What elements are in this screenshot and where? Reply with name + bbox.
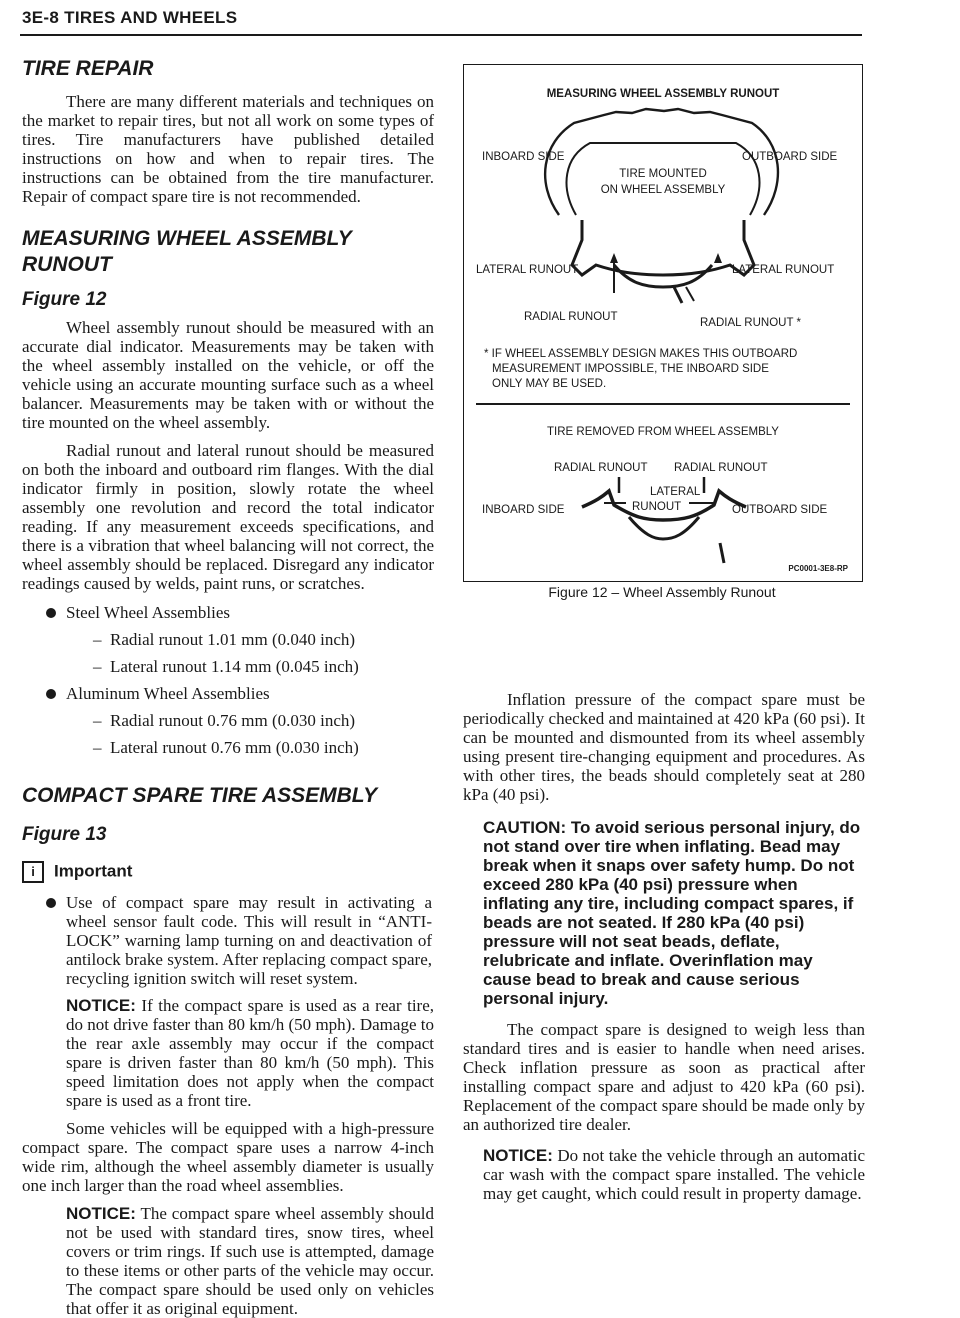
- runout-para-2: Radial runout and lateral runout should be measured on both the inboard and outboard rim flanges. With the dial indicator firmly in position, slowly rotate the wheel assembly one revolution and record the total indicator reading. If any measurement exceeds specifications, and there is a vibration that wheel balancing will not correct, the wheel assembly should be replaced. Disregard any indicator readings caused by welds, paint runs, or scratches.: [22, 441, 434, 593]
- bullet-dot: [46, 689, 56, 699]
- tire-repair-body: There are many different materials and techniques on the market to repair tires, but not all work on some types of tires. Tire manufacturers have published detailed instructions on how and when to repair tires. The instructions can be obtained from the tire manufacturer. Repair of compact spare tire is not recommended.: [22, 92, 434, 206]
- runout-label: RUNOUT: [632, 501, 682, 513]
- runout-figure-ref: Figure 12: [22, 289, 107, 310]
- important-label: i Important: [22, 861, 434, 883]
- radial-runout-left: RADIAL RUNOUT: [524, 311, 618, 323]
- tire-mounted-1: TIRE MOUNTED: [619, 168, 707, 180]
- high-pressure-para: Some vehicles will be equipped with a high-pressure compact spare. The compact spare uses a narrow 4-inch wide rim, although the wheel assembly diameter is usually one inch larger than the road wheel assemblies.: [22, 1119, 434, 1195]
- lateral-arrow-right: [714, 253, 722, 263]
- steel-radial: – Radial runout 1.01 mm (0.040 inch): [93, 630, 356, 649]
- note-line-2: MEASUREMENT IMPOSSIBLE, THE INBOARD SIDE: [492, 363, 769, 375]
- alu-radial: – Radial runout 0.76 mm (0.030 inch): [93, 711, 356, 730]
- bullet-dot: [46, 608, 56, 618]
- tire-repair-heading: TIRE REPAIR: [22, 57, 154, 80]
- lateral-runout-left: LATERAL RUNOUT: [476, 264, 579, 276]
- radial-runout-bottom-left: RADIAL RUNOUT: [554, 462, 648, 474]
- figure-caption: Figure 12 – Wheel Assembly Runout: [548, 584, 776, 600]
- figure-code: PC0001-3E8-RP: [788, 564, 848, 573]
- important-icon: i: [22, 861, 44, 883]
- radial-indicator-line: [686, 287, 694, 301]
- outboard-side-label-bottom: OUTBOARD SIDE: [732, 504, 828, 516]
- radial-runout-bottom-right: RADIAL RUNOUT: [674, 462, 768, 474]
- compact-heading: COMPACT SPARE TIRE ASSEMBLY: [22, 784, 378, 807]
- right-column: [463, 690, 865, 1203]
- outboard-side-label-top: OUTBOARD SIDE: [742, 151, 838, 163]
- compact-figure-ref: Figure 13: [22, 824, 107, 845]
- lateral-runout-right: LATERAL RUNOUT: [732, 264, 835, 276]
- aluminum-bullet: Aluminum Wheel Assemblies: [22, 684, 434, 703]
- notice-3: NOTICE: Do not take the vehicle through an automatic car wash with the compact spare installed. The vehicle may get caught, which could result in property damage.: [483, 1146, 866, 1203]
- header-rule: [20, 34, 862, 36]
- runout-para-1: Wheel assembly runout should be measured with an accurate dial indicator. Measurements may be taken with the wheel assembly installed on the vehicle, or off the vehicle using an accurate mounting surface such as a wheel balancer. Measurements may be taken with or without the tire mounted on the wheel assembly.: [22, 318, 434, 432]
- page-header: 3E-8 TIRES AND WHEELS: [22, 8, 238, 27]
- runout-heading: MEASURING WHEEL ASSEMBLY RUNOUT: [22, 227, 352, 276]
- notice-1: NOTICE: If the compact spare is used as a rear tire, do not drive faster than 80 km/h (50 mph). Damage to the rear axle assembly may occur if the compact spare is driven faster than 80 km/h (50 mph). This speed limitation does not apply when the compact spare is used as a front tire.: [66, 996, 434, 1110]
- inflation-para: Inflation pressure of the compact spare must be periodically checked and maintained at 420 kPa (60 psi). It can be mounted and dismounted from its wheel assembly using present tire-changing equipment and procedures. As with other tires, the beads should completely seat at 280 kPa (40 psi).: [463, 690, 865, 804]
- alu-lateral: – Lateral runout 0.76 mm (0.030 inch): [93, 738, 359, 757]
- tire-removed-label: TIRE REMOVED FROM WHEEL ASSEMBLY: [547, 426, 779, 438]
- bottom-indicator: [720, 543, 724, 563]
- inboard-side-label-top: INBOARD SIDE: [482, 151, 565, 163]
- compact-bullet: Use of compact spare may result in activating a wheel sensor fault code. This will result in “ANTI-LOCK” warning lamp turning on and deactivation of antilock brake system. After replacing compact spare, recycling ignition switch will reset system.: [22, 893, 434, 988]
- lateral-arrow-left: [610, 253, 618, 263]
- inboard-side-label-bottom: INBOARD SIDE: [482, 504, 565, 516]
- designed-para: The compact spare is designed to weigh less than standard tires and is easier to handle when need arises. Check inflation pressure as soon as practical after installing compact spare and adjust to 420 kPa (60 psi). Replacement of the compact spare should be made only by an authorized tire dealer.: [463, 1020, 865, 1134]
- figure-title: MEASURING WHEEL ASSEMBLY RUNOUT: [546, 88, 780, 100]
- lateral-label: LATERAL: [650, 486, 701, 498]
- radial-runout-star: RADIAL RUNOUT *: [700, 317, 801, 329]
- note-line-3: ONLY MAY BE USED.: [492, 378, 607, 390]
- bullet-dot: [46, 898, 56, 908]
- rim-profile: [572, 220, 754, 275]
- steel-lateral: – Lateral runout 1.14 mm (0.045 inch): [93, 657, 359, 676]
- radial-indicator-tip: [674, 287, 682, 303]
- steel-bullet: Steel Wheel Assemblies: [22, 603, 434, 622]
- figure-12: [463, 64, 863, 582]
- caution-block: CAUTION: To avoid serious personal injury, do not stand over tire when inflating. Bead may break when it snaps over safety hump. Do not exceed 280 kPa (40 psi) pressure when inflating any tire, including compact spares, if beads are not seated. If 280 kPa (40 psi) pressure will not seat beads, deflate, relubricate and inflate. Overinflation may cause bead to break and cause serious personal injury.: [483, 818, 861, 1008]
- tire-mounted-2: ON WHEEL ASSEMBLY: [600, 184, 726, 196]
- notice-2: NOTICE: The compact spare wheel assembly should not be used with standard tires, snow tires, wheel covers or trim rings. If such use is attempted, damage to these items or other parts of the vehicle may occur. The compact spare should be used only on vehicles that offer it as original equipment.: [66, 1204, 435, 1318]
- note-line-1: * IF WHEEL ASSEMBLY DESIGN MAKES THIS OUTBOARD: [484, 348, 798, 360]
- runout-diagram: [464, 65, 862, 581]
- left-column: [22, 56, 434, 1318]
